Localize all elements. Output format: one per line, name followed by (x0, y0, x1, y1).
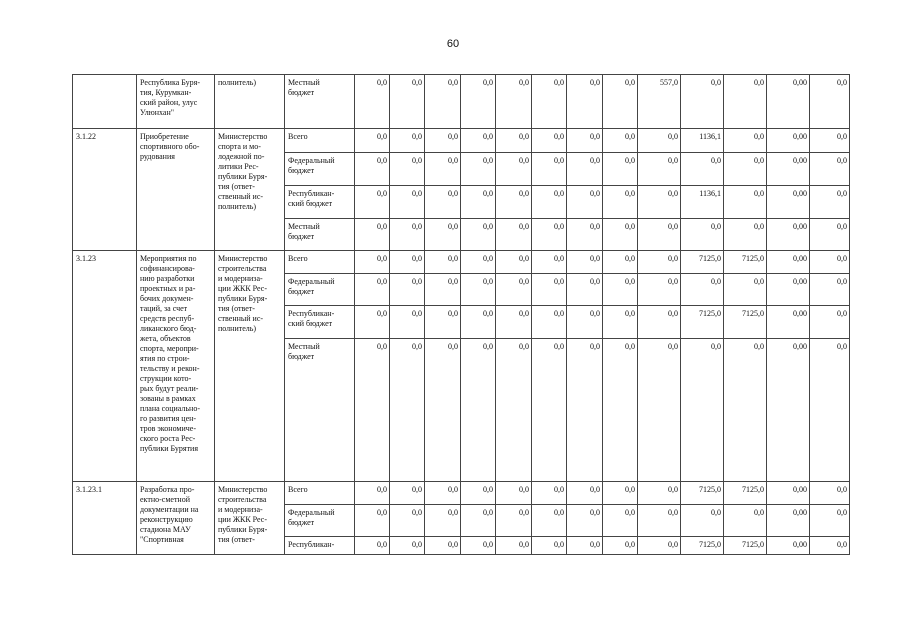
value-cell: 0,0 (638, 274, 681, 306)
value-cell: 0,0 (355, 129, 390, 153)
value-cell: 0,0 (390, 505, 425, 537)
value-cell: 0,0 (496, 482, 532, 505)
value-cell: 0,0 (425, 186, 461, 219)
value-cell: 0,0 (638, 129, 681, 153)
row-executor: Министерство строительства и модерниза- ции ЖКК Рес- публики Буря- тия (ответ- ственный ис- полнитель) (215, 251, 285, 482)
funding-source: Республикан- ский бюджет (285, 306, 355, 339)
value-cell: 0,0 (461, 75, 496, 129)
value-cell: 557,0 (638, 75, 681, 129)
value-cell: 0,0 (532, 75, 567, 129)
funding-source: Всего (285, 251, 355, 274)
row-code (73, 75, 137, 129)
value-cell: 0,0 (681, 274, 724, 306)
value-cell: 0,0 (532, 306, 567, 339)
value-cell: 7125,0 (724, 251, 767, 274)
value-cell: 0,0 (532, 251, 567, 274)
budget-table (72, 74, 850, 555)
value-cell: 0,0 (567, 186, 603, 219)
value-cell: 0,0 (724, 129, 767, 153)
value-cell: 0,00 (767, 306, 810, 339)
value-cell: 0,0 (425, 153, 461, 186)
value-cell: 0,0 (461, 186, 496, 219)
value-cell: 0,0 (603, 251, 638, 274)
value-cell: 0,0 (603, 186, 638, 219)
value-cell: 0,0 (567, 339, 603, 482)
value-cell: 0,0 (567, 219, 603, 251)
value-cell: 0,0 (390, 537, 425, 555)
value-cell: 0,0 (567, 482, 603, 505)
value-cell: 0,0 (355, 505, 390, 537)
value-cell: 0,0 (461, 251, 496, 274)
value-cell: 0,0 (425, 537, 461, 555)
value-cell: 0,00 (767, 186, 810, 219)
value-cell: 0,0 (810, 153, 850, 186)
value-cell: 0,00 (767, 505, 810, 537)
funding-source: Федеральный бюджет (285, 153, 355, 186)
value-cell: 0,0 (425, 129, 461, 153)
value-cell: 0,0 (638, 219, 681, 251)
value-cell: 7125,0 (681, 482, 724, 505)
funding-source: Местный бюджет (285, 219, 355, 251)
value-cell: 0,0 (496, 306, 532, 339)
value-cell: 0,0 (681, 505, 724, 537)
value-cell: 0,0 (390, 274, 425, 306)
value-cell: 0,0 (810, 186, 850, 219)
value-cell: 0,0 (532, 153, 567, 186)
value-cell: 0,0 (532, 505, 567, 537)
value-cell: 0,00 (767, 153, 810, 186)
value-cell: 0,0 (355, 153, 390, 186)
value-cell: 0,0 (390, 129, 425, 153)
page-number: 60 (446, 38, 460, 50)
value-cell: 0,0 (461, 339, 496, 482)
value-cell: 0,0 (603, 75, 638, 129)
value-cell: 0,0 (810, 129, 850, 153)
value-cell: 0,0 (567, 251, 603, 274)
value-cell: 7125,0 (681, 251, 724, 274)
value-cell: 0,0 (810, 537, 850, 555)
value-cell: 0,0 (681, 339, 724, 482)
value-cell: 0,0 (461, 274, 496, 306)
value-cell: 0,0 (810, 339, 850, 482)
row-name: Республика Буря- тия, Курумкан- ский район, улус Улюнхан" (137, 75, 215, 129)
funding-source: Республикан- ский бюджет (285, 186, 355, 219)
value-cell: 0,0 (355, 274, 390, 306)
value-cell: 0,0 (603, 537, 638, 555)
value-cell: 0,0 (603, 219, 638, 251)
value-cell: 0,0 (567, 306, 603, 339)
value-cell: 0,0 (425, 505, 461, 537)
value-cell: 0,0 (532, 537, 567, 555)
value-cell: 0,0 (461, 129, 496, 153)
value-cell: 0,0 (532, 129, 567, 153)
value-cell: 0,0 (355, 186, 390, 219)
value-cell: 0,00 (767, 129, 810, 153)
row-name: Приобретение спортивного обо- рудования (137, 129, 215, 251)
value-cell: 0,0 (355, 482, 390, 505)
funding-source: Местный бюджет (285, 339, 355, 482)
table-row (73, 251, 850, 274)
funding-source: Всего (285, 129, 355, 153)
value-cell: 0,0 (681, 219, 724, 251)
funding-source: Местный бюджет (285, 75, 355, 129)
value-cell: 0,00 (767, 251, 810, 274)
value-cell: 0,0 (425, 251, 461, 274)
value-cell: 0,0 (461, 219, 496, 251)
value-cell: 0,0 (532, 219, 567, 251)
value-cell: 0,0 (461, 537, 496, 555)
value-cell: 0,0 (603, 505, 638, 537)
value-cell: 0,0 (355, 339, 390, 482)
table-row (73, 129, 850, 153)
value-cell: 0,00 (767, 482, 810, 505)
value-cell: 0,0 (638, 537, 681, 555)
value-cell: 0,0 (496, 251, 532, 274)
value-cell: 0,0 (603, 339, 638, 482)
value-cell: 0,0 (355, 306, 390, 339)
value-cell: 0,0 (496, 75, 532, 129)
value-cell: 0,0 (496, 153, 532, 186)
value-cell: 0,0 (496, 537, 532, 555)
row-executor: Министерство спорта и мо- лодежной по- литики Рес- публики Буря- тия (ответ- ственный ис- полнитель) (215, 129, 285, 251)
value-cell: 0,0 (638, 251, 681, 274)
value-cell: 0,0 (355, 251, 390, 274)
value-cell: 0,0 (425, 274, 461, 306)
value-cell: 0,0 (390, 306, 425, 339)
value-cell: 0,0 (425, 219, 461, 251)
value-cell: 0,0 (810, 306, 850, 339)
value-cell: 0,0 (532, 482, 567, 505)
value-cell: 0,0 (390, 339, 425, 482)
value-cell: 0,00 (767, 274, 810, 306)
value-cell: 0,0 (724, 186, 767, 219)
row-code: 3.1.23.1 (73, 482, 137, 555)
value-cell: 0,0 (425, 482, 461, 505)
value-cell: 0,0 (567, 75, 603, 129)
value-cell: 0,0 (603, 129, 638, 153)
value-cell: 0,0 (355, 219, 390, 251)
value-cell: 0,0 (603, 306, 638, 339)
value-cell: 0,0 (425, 339, 461, 482)
value-cell: 0,0 (810, 482, 850, 505)
value-cell: 0,0 (390, 219, 425, 251)
row-executor: Министерство строительства и модерниза- ции ЖКК Рес- публики Буря- тия (ответ- (215, 482, 285, 555)
value-cell: 0,0 (638, 306, 681, 339)
value-cell: 0,0 (390, 186, 425, 219)
value-cell: 0,0 (603, 274, 638, 306)
value-cell: 1136,1 (681, 186, 724, 219)
row-code: 3.1.22 (73, 129, 137, 251)
value-cell: 0,0 (724, 75, 767, 129)
value-cell: 0,0 (496, 219, 532, 251)
value-cell: 0,0 (810, 75, 850, 129)
value-cell: 7125,0 (681, 537, 724, 555)
value-cell: 0,0 (496, 274, 532, 306)
row-code: 3.1.23 (73, 251, 137, 482)
value-cell: 0,0 (603, 482, 638, 505)
row-executor: полнитель) (215, 75, 285, 129)
value-cell: 0,0 (567, 537, 603, 555)
value-cell: 0,0 (567, 153, 603, 186)
value-cell: 0,0 (681, 75, 724, 129)
value-cell: 0,0 (355, 75, 390, 129)
value-cell: 0,0 (355, 537, 390, 555)
value-cell: 7125,0 (681, 306, 724, 339)
table-row (73, 482, 850, 505)
value-cell: 0,0 (425, 75, 461, 129)
value-cell: 0,0 (425, 306, 461, 339)
funding-source: Всего (285, 482, 355, 505)
value-cell: 0,0 (496, 339, 532, 482)
value-cell: 0,00 (767, 75, 810, 129)
funding-source: Федеральный бюджет (285, 505, 355, 537)
value-cell: 0,0 (496, 129, 532, 153)
value-cell: 1136,1 (681, 129, 724, 153)
value-cell: 0,0 (532, 274, 567, 306)
value-cell: 0,0 (724, 274, 767, 306)
value-cell: 0,0 (461, 505, 496, 537)
value-cell: 0,0 (603, 153, 638, 186)
value-cell: 0,0 (390, 251, 425, 274)
table-row (73, 75, 850, 129)
value-cell: 0,00 (767, 339, 810, 482)
value-cell: 0,0 (532, 186, 567, 219)
value-cell: 0,0 (810, 274, 850, 306)
value-cell: 0,0 (638, 153, 681, 186)
value-cell: 0,0 (461, 482, 496, 505)
value-cell: 0,0 (390, 482, 425, 505)
funding-source: Федеральный бюджет (285, 274, 355, 306)
row-name: Мероприятия по софинансирова- нию разработки проектных и ра- бочих докумен- таций, за счет средств респуб- ликанского бюд- жета, объектов спорта, меропри- ятия по строи- тельству и рекон- струкции кото- рых будут реали- зованы в рамках плана социально- го развития цен- тров экономиче- ского роста Рес- публики Бурятия (137, 251, 215, 482)
value-cell: 0,0 (810, 505, 850, 537)
value-cell: 0,0 (461, 306, 496, 339)
funding-source: Республикан- (285, 537, 355, 555)
value-cell: 7125,0 (724, 306, 767, 339)
row-name: Разработка про- ектно-сметной документации на реконструкцию стадиона МАУ "Спортивная (137, 482, 215, 555)
value-cell: 0,0 (810, 219, 850, 251)
value-cell: 0,0 (390, 153, 425, 186)
value-cell: 0,0 (567, 505, 603, 537)
value-cell: 0,0 (496, 505, 532, 537)
value-cell: 0,0 (390, 75, 425, 129)
value-cell: 0,00 (767, 219, 810, 251)
value-cell: 0,0 (532, 339, 567, 482)
value-cell: 0,0 (724, 505, 767, 537)
value-cell: 0,0 (724, 339, 767, 482)
value-cell: 0,0 (567, 274, 603, 306)
value-cell: 0,0 (724, 153, 767, 186)
value-cell: 0,0 (681, 153, 724, 186)
value-cell: 7125,0 (724, 482, 767, 505)
value-cell: 7125,0 (724, 537, 767, 555)
value-cell: 0,0 (638, 505, 681, 537)
value-cell: 0,0 (724, 219, 767, 251)
value-cell: 0,0 (810, 251, 850, 274)
value-cell: 0,0 (496, 186, 532, 219)
value-cell: 0,0 (638, 339, 681, 482)
value-cell: 0,0 (638, 186, 681, 219)
value-cell: 0,00 (767, 537, 810, 555)
value-cell: 0,0 (638, 482, 681, 505)
value-cell: 0,0 (461, 153, 496, 186)
value-cell: 0,0 (567, 129, 603, 153)
